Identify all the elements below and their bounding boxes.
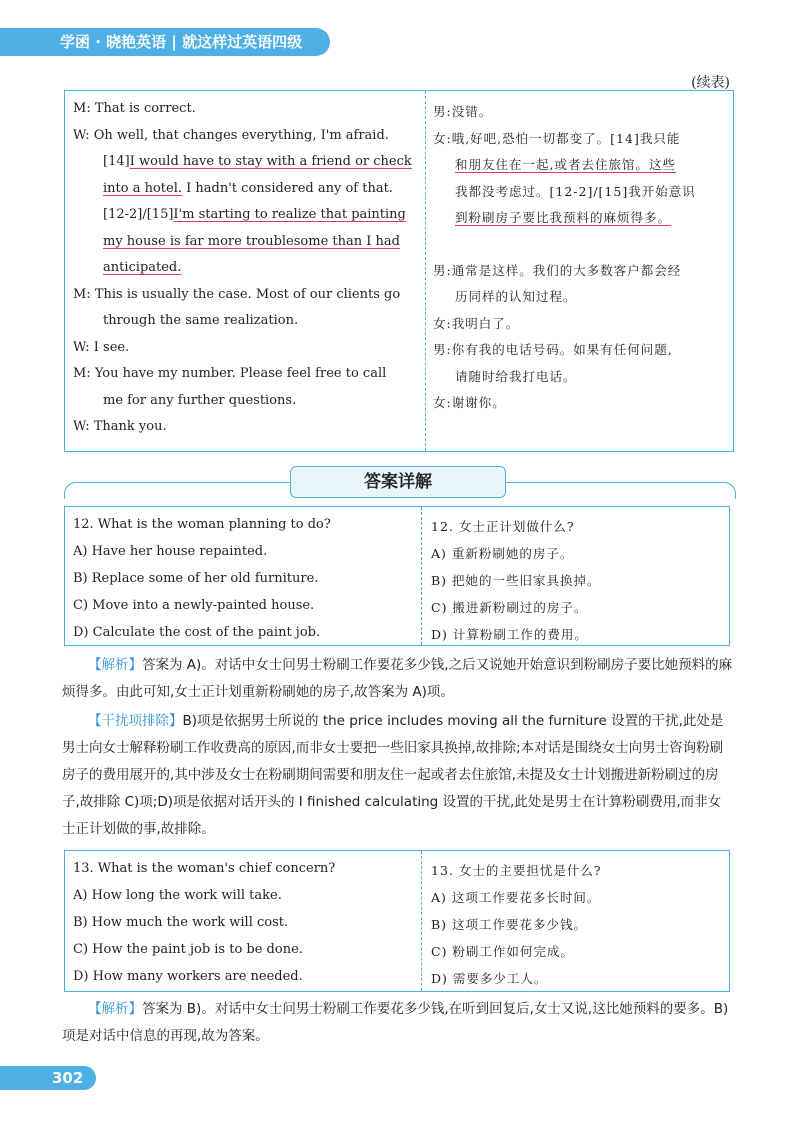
- column-divider: [421, 507, 422, 645]
- dialog-line: M: This is usually the case. Most of our clients go: [73, 286, 401, 302]
- dialog-line-zh: 到粉刷房子要比我预料的麻烦得多。: [455, 210, 672, 225]
- dialog-line-zh: 女:哦,好吧,恐怕一切都变了。[14]我只能: [433, 130, 681, 146]
- option: B) Replace some of her old furniture.: [73, 571, 319, 586]
- analysis-tag: 【解析】: [88, 657, 142, 673]
- dialog-line: W: I see.: [73, 339, 130, 355]
- page-number: 302: [0, 1066, 96, 1090]
- dialog-line: [73, 255, 419, 282]
- option: A) How long the work will take.: [73, 888, 282, 903]
- dialog-line-zh: 男:没错。: [433, 104, 493, 119]
- option: C) How the paint job is to be done.: [73, 942, 303, 957]
- dialog-line: into a hotel. I hadn't considered any of that.: [103, 180, 393, 196]
- dialog-chinese-column: [433, 99, 725, 417]
- dialog-english-column: [73, 96, 419, 441]
- dialog-table: [64, 90, 734, 452]
- continued-label: (续表): [691, 75, 730, 91]
- column-divider: [425, 91, 427, 451]
- question-13-chinese: [431, 857, 721, 992]
- option-zh: C) 粉刷工作如何完成。: [431, 944, 574, 959]
- key-sentence: anticipated.: [103, 260, 182, 275]
- option-zh: B) 把她的一些旧家具换掉。: [431, 573, 601, 588]
- dialog-line-zh: 我都没考虑过。[12-2]/[15]我开始意识: [455, 183, 696, 199]
- option-zh: D) 需要多少工人。: [431, 971, 548, 986]
- distractor-12: 【干扰项排除】B)项是依据男士所说的 the price includes moving all the furniture 设置的干扰,此处是男士向女士解释粉刷工作收费高的原因,而非女士要把一些旧家具换掉,故排除;本对话是围绕女士向男士咨询粉刷房子的费用展开的,其中涉及女士在粉刷期间需要和朋友住一起或者去住旅馆,未提及女士计划搬进新粉刷过的房子,故排除 C)项;D)项是依据对话开头的 I finished calculating 设置的干扰,此处是男士在计算粉刷费用,而非女士正计划做的事,故排除。: [62, 713, 724, 837]
- option-zh: A) 重新粉刷她的房子。: [431, 546, 574, 561]
- option: D) How many workers are needed.: [73, 969, 303, 984]
- question-stem: 13. What is the woman's chief concern?: [73, 861, 336, 876]
- dialog-line-zh: 请随时给我打电话。: [455, 368, 577, 384]
- book-header: 学函 · 晓艳英语 | 就这样过英语四级: [0, 28, 330, 56]
- dialog-line-zh: 和朋友住在一起,或者去住旅馆。这些: [455, 157, 676, 172]
- column-divider: [421, 851, 422, 991]
- dialog-line-zh: 女:我明白了。: [433, 315, 520, 331]
- option: B) How much the work will cost.: [73, 915, 289, 930]
- dialog-line-zh: 男:通常是这样。我们的大多数客户都会经: [433, 262, 682, 278]
- question-stem-zh: 13. 女士的主要担忧是什么?: [431, 863, 602, 878]
- question-13-table: [64, 850, 730, 992]
- option-zh: D) 计算粉刷工作的费用。: [431, 627, 588, 642]
- key-sentence: into a hotel.: [103, 180, 183, 196]
- option: D) Calculate the cost of the paint job.: [73, 625, 321, 640]
- dialog-line: [12-2]/[15]I'm starting to realize that painting: [103, 207, 406, 222]
- question-12-chinese: [431, 513, 721, 648]
- analysis-12: 【解析】答案为 A)。对话中女士问男士粉刷工作要花多少钱,之后又说她开始意识到粉刷房子要比她预料的麻烦得多。由此可知,女士正计划重新粉刷她的房子,故答案为 A)项。: [62, 657, 733, 700]
- dialog-line: W: Thank you.: [73, 419, 167, 434]
- dialog-line-zh: 女:谢谢你。: [433, 395, 506, 410]
- key-sentence: I would have to stay with a friend or check: [129, 154, 412, 169]
- distractor-tag: 【干扰项排除】: [88, 713, 183, 729]
- analysis-13: 【解析】答案为 B)。对话中女士问男士粉刷工作要花多少钱,在听到回复后,女士又说,这比她预料的要多。B)项是对话中信息的再现,故为答案。: [62, 1001, 729, 1044]
- option: C) Move into a newly-painted house.: [73, 598, 315, 613]
- question-stem: 12. What is the woman planning to do?: [73, 517, 331, 532]
- dialog-line: W: Oh well, that changes everything, I'm afraid.: [73, 127, 389, 143]
- question-12-table: [64, 506, 730, 646]
- question-stem-zh: 12. 女士正计划做什么?: [431, 519, 575, 534]
- dialog-line: through the same realization.: [103, 313, 299, 328]
- option-zh: A) 这项工作要花多长时间。: [431, 890, 601, 905]
- dialog-line-zh: 男:你有我的电话号码。如果有任何问题,: [433, 342, 673, 357]
- option-zh: C) 搬进新粉刷过的房子。: [431, 600, 588, 615]
- answer-section-title: 答案详解: [290, 466, 506, 498]
- dialog-line: [14]I would have to stay with a friend or check: [103, 154, 412, 169]
- dialog-line: me for any further questions.: [103, 392, 297, 408]
- option-zh: B) 这项工作要花多少钱。: [431, 917, 588, 932]
- question-12-english: [73, 511, 417, 646]
- dialog-line: M: You have my number. Please feel free to call: [73, 366, 387, 381]
- key-sentence: I'm starting to realize that painting: [173, 207, 406, 222]
- dialog-line-zh: 历同样的认知过程。: [455, 289, 577, 304]
- key-sentence: my house is far more troublesome than I had: [103, 233, 400, 249]
- option: A) Have her house repainted.: [73, 544, 268, 559]
- dialog-line: [73, 229, 419, 256]
- analysis-tag: 【解析】: [88, 1001, 142, 1017]
- dialog-line: M: That is correct.: [73, 101, 196, 116]
- question-13-english: [73, 855, 417, 990]
